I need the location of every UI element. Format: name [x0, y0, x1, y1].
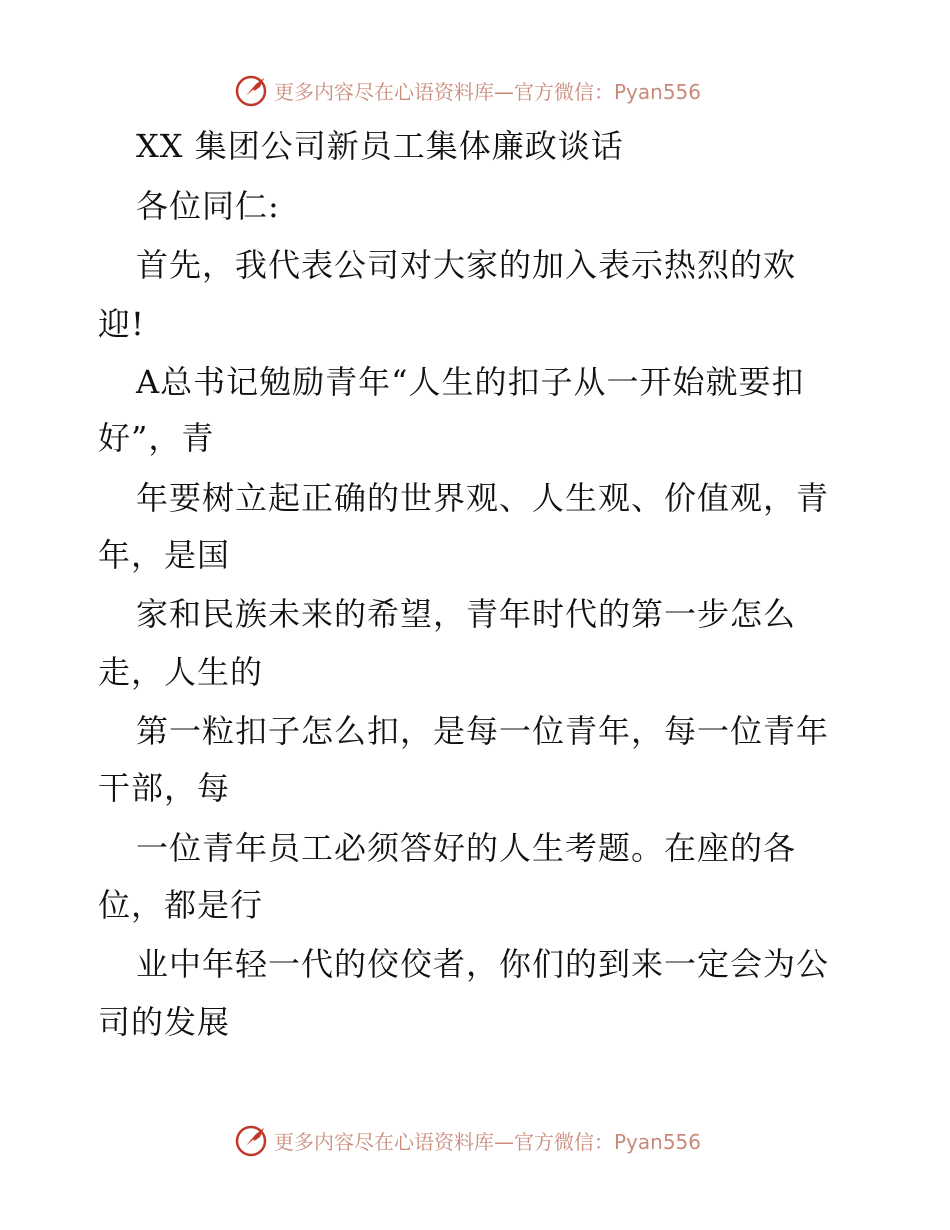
watermark-text: 更多内容尽在心语资料库—官方微信：Pyan556	[274, 79, 702, 104]
paragraph-line: 迎!	[98, 305, 145, 343]
paragraph-line: 年要树立起正确的世界观、人生观、价值观，青	[136, 479, 830, 517]
paragraph-line: 年，是国	[98, 536, 231, 574]
paragraph-line: 司的发展	[98, 1003, 231, 1041]
paragraph-line: 家和民族未来的希望，青年时代的第一步怎么	[136, 595, 797, 633]
paragraph-line: 业中年轻一代的佼佼者，你们的到来一定会为公	[136, 945, 830, 983]
quill-logo-icon	[234, 1122, 270, 1158]
paragraph-line: 走，人生的	[98, 653, 264, 691]
paragraph-line: 一位青年员工必须答好的人生考题。在座的各	[136, 829, 797, 867]
quill-logo-icon	[234, 72, 270, 108]
footer-watermark	[234, 1120, 701, 1160]
paragraph-line: 首先，我代表公司对大家的加入表示热烈的欢	[136, 246, 797, 284]
document-title: XX 集团公司新员工集体廉政谈话	[136, 127, 624, 165]
paragraph-line: 第一粒扣子怎么扣，是每一位青年，每一位青年	[136, 712, 830, 750]
watermark-text: 更多内容尽在心语资料库—官方微信：Pyan556	[274, 1129, 702, 1154]
paragraph-line: 位，都是行	[98, 886, 264, 924]
paragraph-line: A总书记勉励青年“人生的扣子从一开始就要扣	[136, 363, 805, 401]
salutation: 各位同仁:	[136, 187, 280, 225]
header-watermark	[234, 70, 701, 110]
paragraph-line: 好”，青	[98, 419, 215, 457]
paragraph-line: 干部，每	[98, 769, 231, 807]
